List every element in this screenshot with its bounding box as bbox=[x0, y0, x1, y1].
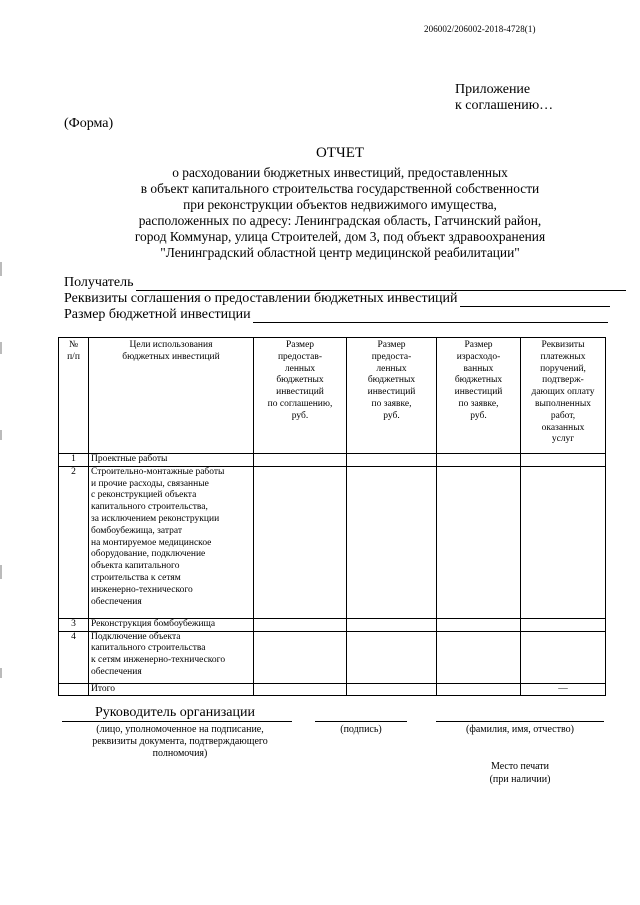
row-goal: Проектные работы bbox=[89, 454, 254, 467]
form-label: (Форма) bbox=[64, 116, 114, 131]
agreement-line bbox=[460, 293, 610, 307]
subtitle-line: город Коммунар, улица Строителей, дом 3, под объект здравоохранения bbox=[134, 229, 546, 244]
expense-table bbox=[58, 337, 606, 696]
amount-line bbox=[253, 309, 608, 323]
report-subtitle bbox=[0, 165, 640, 261]
name-line bbox=[436, 721, 604, 722]
amount-label: Размер бюджетной инвестиции bbox=[64, 307, 251, 322]
table-row bbox=[59, 466, 606, 618]
header-requested-amount: Размер предоста- ленных бюджетных инвестиций по заявке, руб. bbox=[347, 338, 437, 454]
subtitle-line: "Ленинградский областной центр медицинской реабилитации" bbox=[160, 245, 520, 260]
table-total-row bbox=[59, 683, 606, 696]
appendix-line-1: Приложение bbox=[455, 82, 531, 97]
agreement-field bbox=[64, 291, 610, 307]
row-goal: Подключение объекта капитального строительства к сетям инженерно-технического обеспечения bbox=[89, 631, 254, 683]
header-num: № п/п bbox=[59, 338, 89, 454]
head-note: (лицо, уполномоченное на подписание, реквизиты документа, подтверждающего полномочия) bbox=[92, 724, 268, 759]
scan-edge-mark bbox=[0, 342, 2, 354]
row-cell bbox=[437, 618, 521, 631]
report-title: ОТЧЕТ bbox=[315, 145, 365, 161]
row-goal: Строительно-монтажные работы и прочие расходы, связанные с реконструкцией объекта капитального строительства, за исключением реконструкции бомбоубежища, затрат на монтируемое медицинское оборудование, подключение объекта капитального строительства к сетям инженерно-технического обеспечения bbox=[89, 466, 254, 618]
name-note: (фамилия, имя, отчество) bbox=[466, 724, 574, 735]
signature-line bbox=[315, 721, 407, 722]
row-num: 4 bbox=[59, 631, 89, 683]
subtitle-line: при реконструкции объектов недвижимого имущества, bbox=[183, 197, 497, 212]
amount-field bbox=[64, 307, 608, 323]
row-payment-cell bbox=[521, 618, 606, 631]
row-num: 1 bbox=[59, 454, 89, 467]
row-cell bbox=[254, 683, 347, 696]
row-cell bbox=[347, 631, 437, 683]
row-payment-cell bbox=[521, 454, 606, 467]
header-agreement-amount: Размер предостав- ленных бюджетных инвестиций по соглашению, руб. bbox=[254, 338, 347, 454]
total-dash: — bbox=[521, 683, 606, 696]
row-cell bbox=[437, 631, 521, 683]
scan-edge-mark bbox=[0, 668, 2, 678]
document-number: 206002/206002-2018-4728(1) bbox=[424, 24, 536, 34]
stamp-place: Место печати (при наличии) bbox=[489, 761, 551, 785]
header-payment-details: Реквизиты платежных поручений, подтверж- дающих оплату выполненных работ, оказанных услуг bbox=[521, 338, 606, 454]
row-cell bbox=[437, 683, 521, 696]
row-cell bbox=[437, 466, 521, 618]
signature-note: (подпись) bbox=[340, 724, 382, 735]
table-row bbox=[59, 618, 606, 631]
row-cell bbox=[254, 466, 347, 618]
scan-edge-mark bbox=[0, 430, 2, 440]
row-num bbox=[59, 683, 89, 696]
row-payment-cell bbox=[521, 631, 606, 683]
header-goal: Цели использования бюджетных инвестиций bbox=[89, 338, 254, 454]
table-row bbox=[59, 631, 606, 683]
row-cell bbox=[347, 683, 437, 696]
row-cell bbox=[437, 454, 521, 467]
row-payment-cell bbox=[521, 466, 606, 618]
table-header-row bbox=[59, 338, 606, 454]
row-num: 3 bbox=[59, 618, 89, 631]
subtitle-line: о расходовании бюджетных инвестиций, предоставленных bbox=[172, 165, 508, 180]
header-spent-amount: Размер израсходо- ванных бюджетных инвестиций по заявке, руб. bbox=[437, 338, 521, 454]
row-cell bbox=[254, 618, 347, 631]
head-line bbox=[62, 721, 292, 722]
scan-edge-mark bbox=[0, 262, 2, 276]
row-cell bbox=[347, 454, 437, 467]
recipient-line bbox=[136, 277, 626, 291]
row-cell bbox=[254, 454, 347, 467]
subtitle-line: в объект капитального строительства государственной собственности bbox=[140, 181, 540, 196]
scan-edge-mark bbox=[0, 565, 2, 579]
total-label: Итого bbox=[89, 683, 254, 696]
row-cell bbox=[254, 631, 347, 683]
table-row bbox=[59, 454, 606, 467]
row-cell bbox=[347, 466, 437, 618]
head-label: Руководитель организации bbox=[95, 705, 255, 720]
subtitle-line: расположенных по адресу: Ленинградская область, Гатчинский район, bbox=[138, 213, 542, 228]
agreement-label: Реквизиты соглашения о предоставлении бюджетных инвестиций bbox=[64, 291, 458, 306]
recipient-field bbox=[64, 275, 626, 291]
recipient-label: Получатель bbox=[64, 275, 134, 290]
row-cell bbox=[347, 618, 437, 631]
appendix-line-2: к соглашению… bbox=[455, 98, 554, 113]
row-goal: Реконструкция бомбоубежища bbox=[89, 618, 254, 631]
row-num: 2 bbox=[59, 466, 89, 618]
appendix-note bbox=[455, 82, 553, 114]
